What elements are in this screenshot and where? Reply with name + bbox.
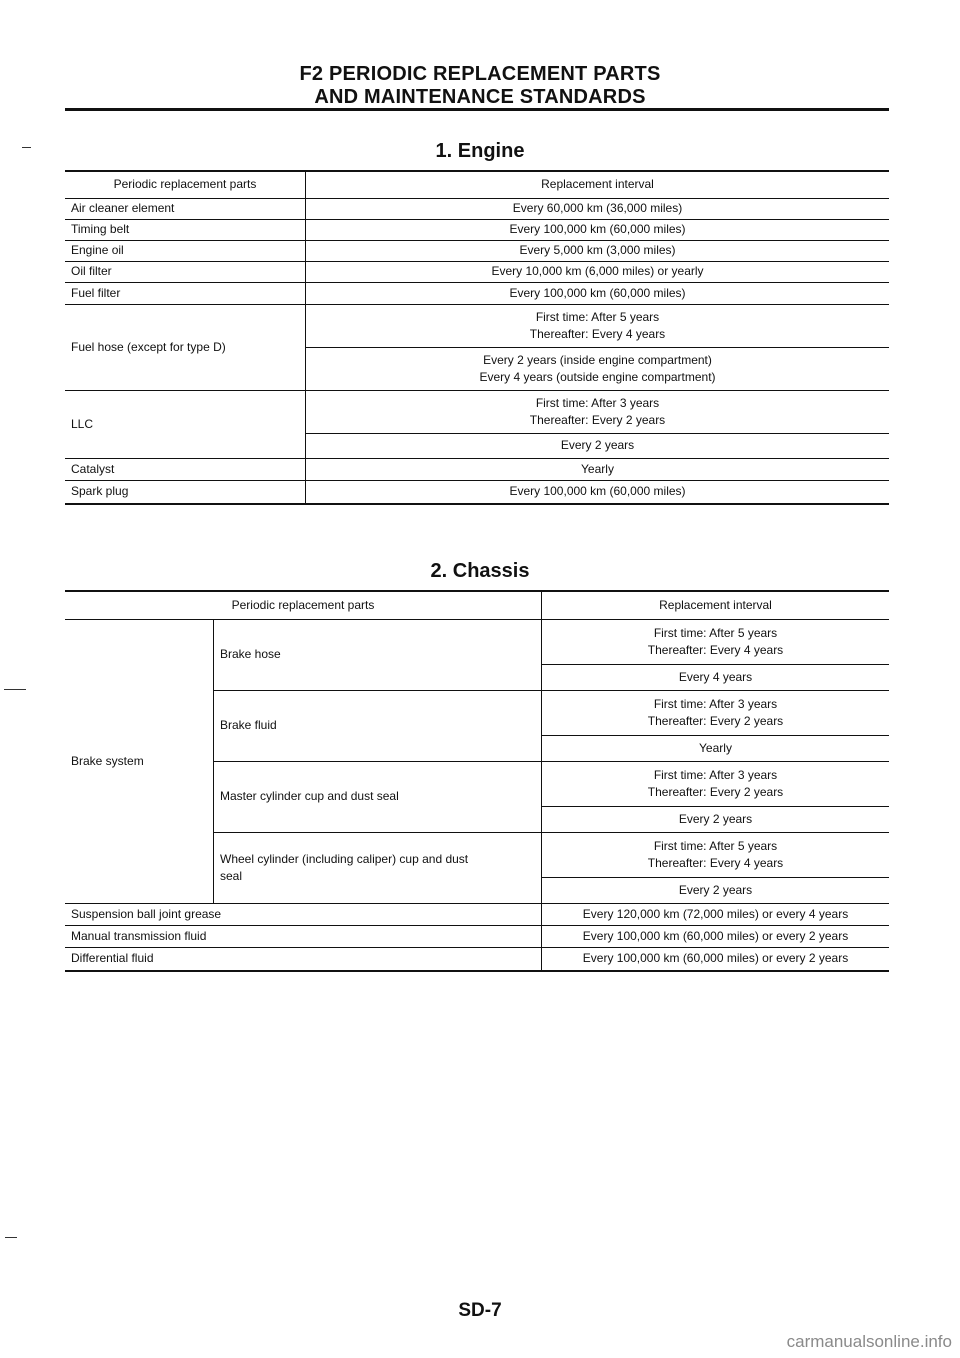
- part-cell: Air cleaner element: [65, 198, 306, 219]
- interval-cell: Every 100,000 km (60,000 miles): [306, 219, 890, 240]
- interval-cell: [542, 690, 890, 735]
- column-header-interval: Replacement interval: [542, 591, 890, 619]
- table-row: [65, 480, 889, 504]
- engine-table: [65, 170, 889, 505]
- interval-cell: Yearly: [306, 458, 890, 480]
- interval-line: First time: After 3 years: [653, 767, 778, 782]
- interval-cell: Every 4 years: [542, 664, 890, 690]
- interval-line: Thereafter: Every 4 years: [529, 326, 666, 341]
- table-row: [65, 925, 889, 947]
- table-row: [65, 619, 889, 664]
- table-row: [65, 458, 889, 480]
- interval-cell: Every 2 years: [542, 877, 890, 903]
- part-cell: Engine oil: [65, 240, 306, 261]
- part-cell: Brake fluid: [214, 690, 542, 761]
- interval-cell: Every 100,000 km (60,000 miles): [306, 282, 890, 304]
- brake-system-cell: Brake system: [65, 619, 214, 903]
- page-number: SD-7: [458, 1300, 502, 1321]
- margin-mark: [4, 689, 26, 690]
- column-header-part: Periodic replacement parts: [65, 591, 542, 619]
- engine-heading: 1. Engine: [435, 140, 525, 162]
- part-cell: Fuel filter: [65, 282, 306, 304]
- interval-cell: [542, 761, 890, 806]
- part-cell: LLC: [65, 390, 306, 458]
- part-cell: Brake hose: [214, 619, 542, 690]
- part-cell: Spark plug: [65, 480, 306, 504]
- interval-cell: Every 100,000 km (60,000 miles): [306, 480, 890, 504]
- interval-line: First time: After 5 years: [535, 309, 660, 324]
- part-cell: [214, 832, 542, 903]
- part-line: Wheel cylinder (including caliper) cup and dust: [220, 851, 469, 866]
- table-row: [65, 198, 889, 219]
- interval-cell: Every 5,000 km (3,000 miles): [306, 240, 890, 261]
- table-row: [65, 390, 889, 433]
- margin-mark: [5, 1237, 17, 1238]
- table-row: [65, 947, 889, 971]
- table-row: [65, 903, 889, 925]
- interval-line: Thereafter: Every 2 years: [647, 784, 784, 799]
- page-title-line2: AND MAINTENANCE STANDARDS: [314, 86, 646, 108]
- interval-line: First time: After 5 years: [653, 838, 778, 853]
- chassis-table: [65, 590, 889, 972]
- part-cell: Master cylinder cup and dust seal: [214, 761, 542, 832]
- interval-cell: Every 100,000 km (60,000 miles) or every 2 years: [542, 947, 890, 971]
- interval-line: First time: After 5 years: [653, 625, 778, 640]
- part-cell: Suspension ball joint grease: [65, 903, 542, 925]
- interval-cell: Every 60,000 km (36,000 miles): [306, 198, 890, 219]
- chassis-heading: 2. Chassis: [430, 560, 530, 582]
- title-rule: [65, 108, 889, 111]
- interval-line: Every 2 years (inside engine compartment): [483, 352, 712, 367]
- part-cell: Fuel hose (except for type D): [65, 304, 306, 390]
- column-header-part: Periodic replacement parts: [65, 171, 306, 198]
- table-row: [65, 282, 889, 304]
- part-cell: Manual transmission fluid: [65, 925, 542, 947]
- part-cell: Oil filter: [65, 261, 306, 282]
- interval-cell: Every 120,000 km (72,000 miles) or every 4 years: [542, 903, 890, 925]
- part-line: seal: [220, 868, 243, 883]
- interval-cell: [306, 347, 890, 390]
- table-row: [65, 219, 889, 240]
- interval-line: Thereafter: Every 4 years: [647, 642, 784, 657]
- interval-cell: [306, 304, 890, 347]
- interval-line: Thereafter: Every 2 years: [647, 713, 784, 728]
- part-cell: Catalyst: [65, 458, 306, 480]
- watermark: carmanualsonline.info: [786, 1332, 952, 1351]
- part-cell: Differential fluid: [65, 947, 542, 971]
- table-row: [65, 171, 889, 198]
- table-row: [65, 304, 889, 347]
- interval-cell: [306, 390, 890, 433]
- page-title-line1: F2 PERIODIC REPLACEMENT PARTS: [299, 63, 661, 85]
- interval-line: Thereafter: Every 2 years: [529, 412, 666, 427]
- table-row: [65, 591, 889, 619]
- table-row: [65, 261, 889, 282]
- interval-cell: Every 10,000 km (6,000 miles) or yearly: [306, 261, 890, 282]
- interval-cell: Every 100,000 km (60,000 miles) or every 2 years: [542, 925, 890, 947]
- interval-cell: Every 2 years: [542, 806, 890, 832]
- table-row: [65, 240, 889, 261]
- interval-cell: Yearly: [542, 735, 890, 761]
- interval-cell: [542, 619, 890, 664]
- interval-line: First time: After 3 years: [535, 395, 660, 410]
- interval-line: Every 4 years (outside engine compartment): [479, 369, 716, 384]
- column-header-interval: Replacement interval: [306, 171, 890, 198]
- interval-line: Thereafter: Every 4 years: [647, 855, 784, 870]
- part-cell: Timing belt: [65, 219, 306, 240]
- interval-line: First time: After 3 years: [653, 696, 778, 711]
- interval-cell: [542, 832, 890, 877]
- interval-cell: Every 2 years: [306, 433, 890, 458]
